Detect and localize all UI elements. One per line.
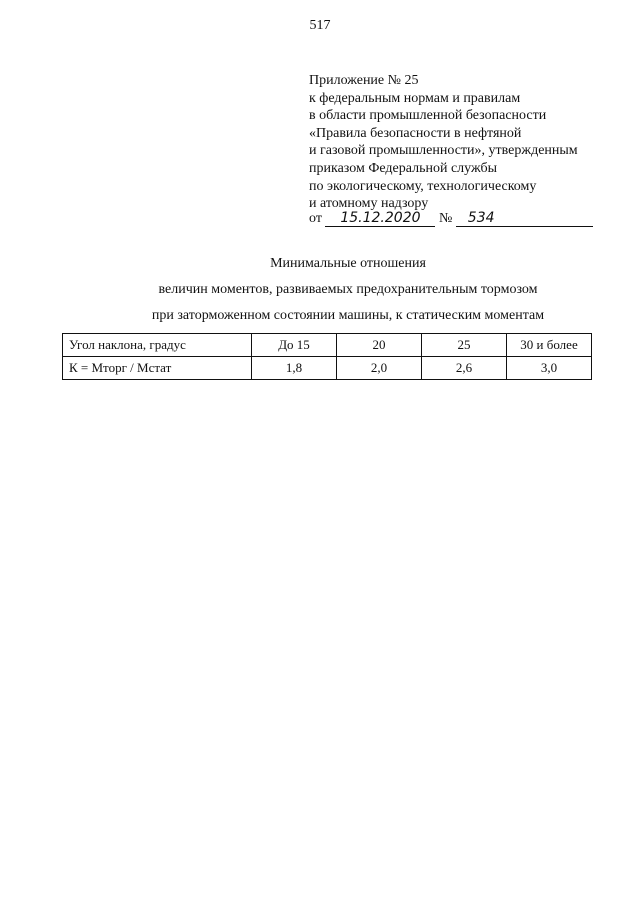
annex-line: Приложение № 25 — [309, 73, 419, 88]
table-header-cell: 25 — [422, 334, 507, 357]
heading-line-3: при заторможенном состоянии машины, к статическим моментам — [151, 308, 545, 323]
annex-line: по экологическому, технологическому — [309, 178, 537, 194]
order-date-number — [309, 211, 593, 227]
table-header-cell: 20 — [337, 334, 422, 357]
annex-line: в области промышленной безопасности — [309, 108, 547, 124]
annex-line: приказом Федеральной службы — [309, 160, 497, 176]
annex-block — [309, 72, 578, 213]
table-header-label: Угол наклона, градус — [63, 334, 252, 357]
annex-line: «Правила безопасности в нефтяной — [309, 125, 522, 141]
table-row — [63, 334, 592, 357]
moments-table — [62, 333, 592, 380]
annex-line: к федеральным нормам и правилам — [309, 90, 521, 106]
table-row — [63, 357, 592, 380]
table-header-cell: До 15 — [252, 334, 337, 357]
table-header-cell: 30 и более — [507, 334, 592, 357]
heading-line-1: Минимальные отношения — [270, 256, 426, 271]
table-cell: 3,0 — [507, 357, 592, 380]
table-cell: 2,0 — [337, 357, 422, 380]
table-cell: 1,8 — [252, 357, 337, 380]
table-cell: 2,6 — [422, 357, 507, 380]
table-row-label: К = Мторг / Мстат — [63, 357, 252, 380]
page-number: 517 — [309, 18, 331, 33]
annex-line: и газовой промышленности», утвержденным — [309, 143, 578, 159]
from-label: от — [309, 211, 322, 226]
number-label: № — [438, 211, 453, 226]
heading-line-2: величин моментов, развиваемых предохранительным тормозом — [158, 282, 538, 297]
order-date: 15.12.2020 — [325, 211, 435, 227]
annex-line: и атомному надзору — [309, 196, 429, 212]
order-number: 534 — [456, 211, 593, 227]
